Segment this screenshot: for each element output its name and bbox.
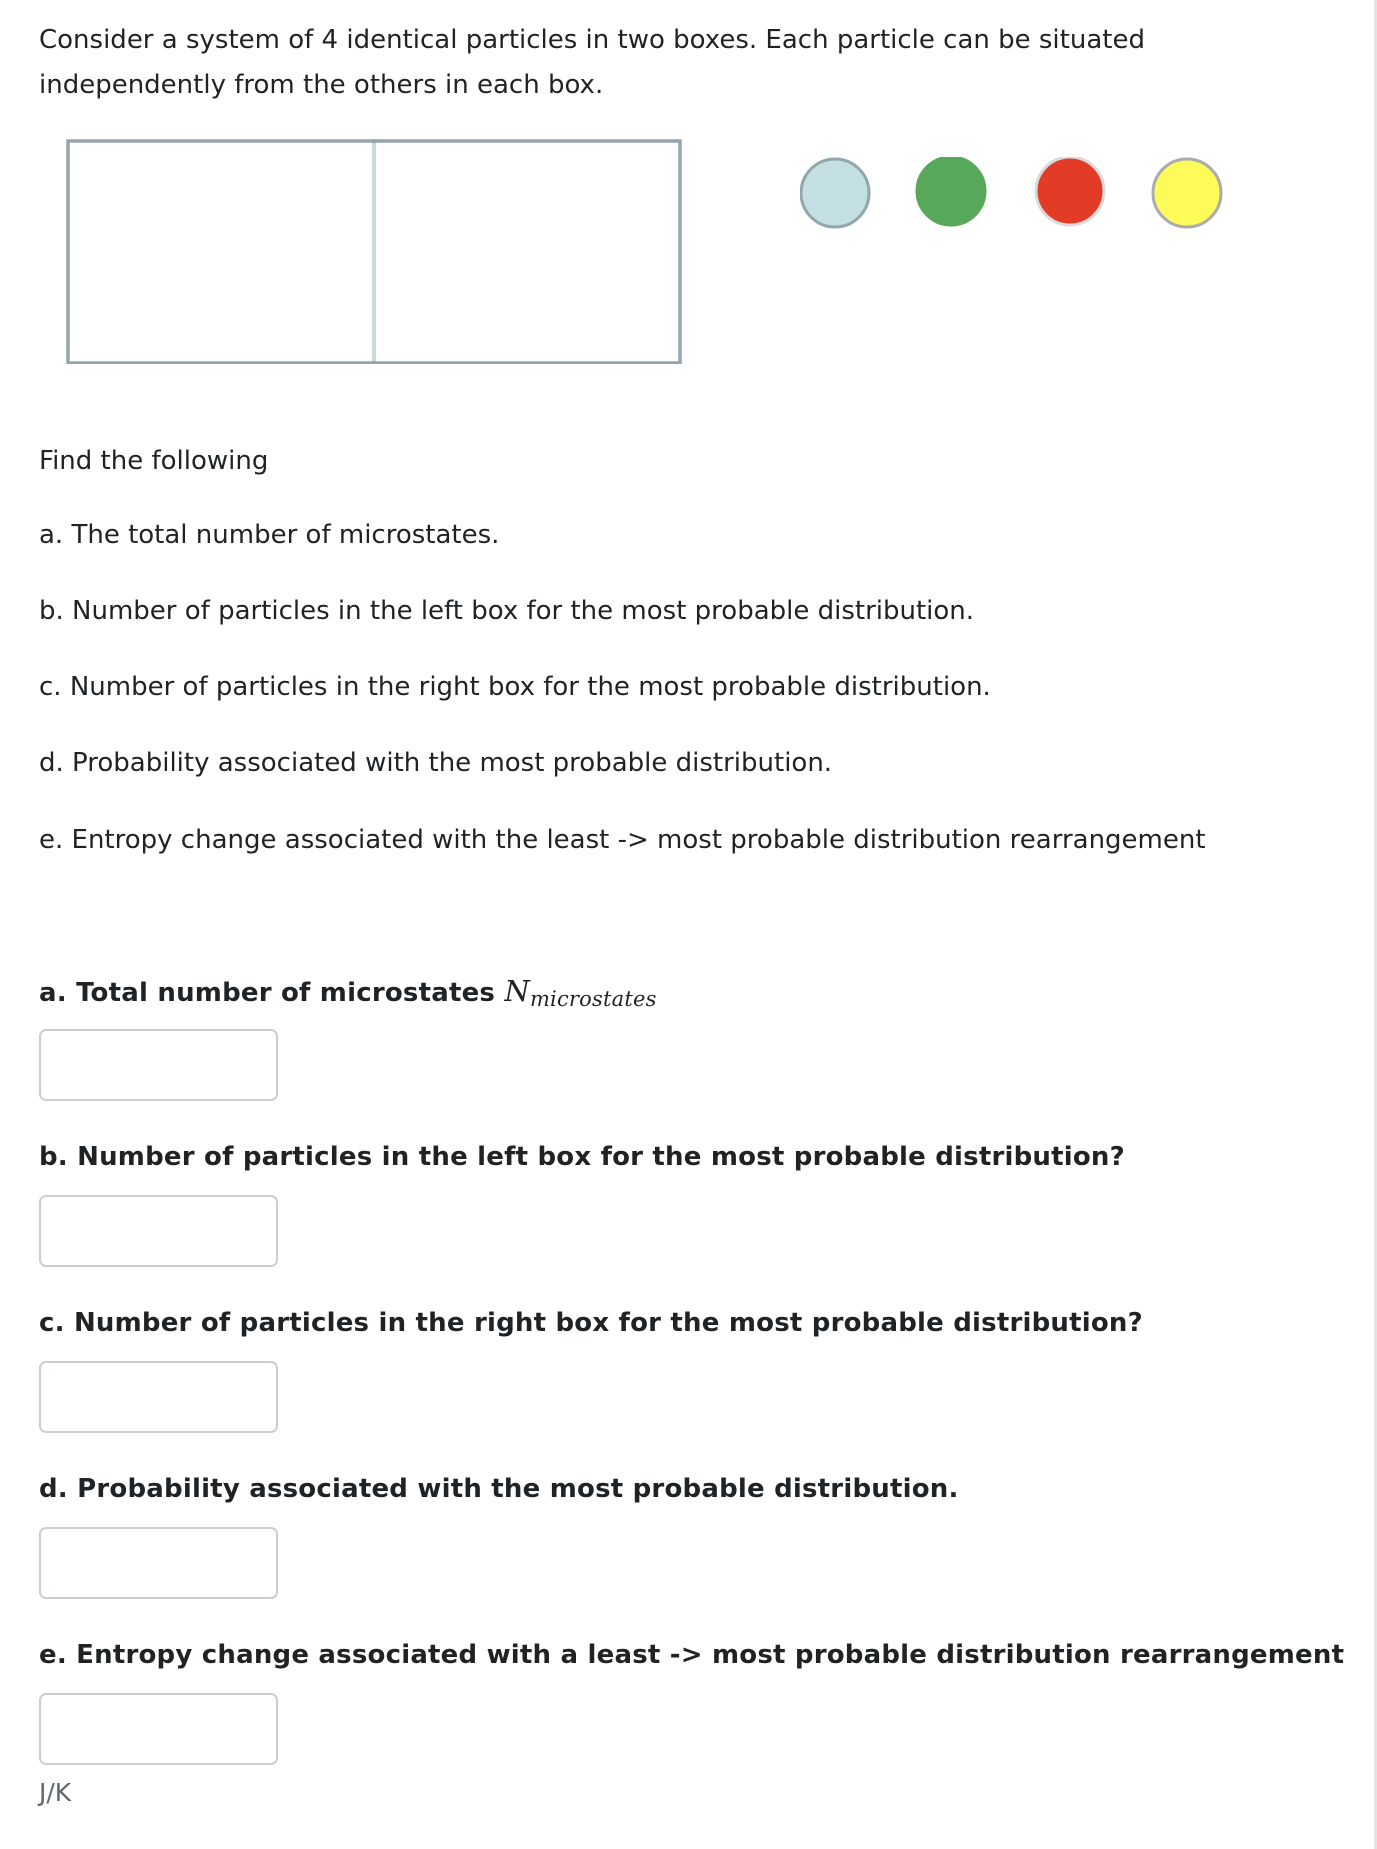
right-box: [374, 141, 680, 363]
item-d: d. Probability associated with the most probable distribution.: [39, 748, 833, 778]
yellow-particle: [1153, 159, 1221, 227]
item-b: b. Number of particles in the left box for the most probable distribution.: [39, 596, 975, 626]
question-a-label: [39, 971, 657, 1014]
red-particle: [1036, 157, 1104, 225]
answer-a-input[interactable]: [39, 1029, 278, 1101]
n-microstates-symbol: [504, 974, 657, 1011]
green-particle: [917, 157, 985, 225]
left-box: [68, 141, 374, 363]
problem-intro: Consider a system of 4 identical particles in two boxes. Each particle can be situated independently from the others in each box.: [39, 25, 1145, 100]
question-d-label: d. Probability associated with the most probable distribution.: [39, 1474, 959, 1504]
question-b-label: b. Number of particles in the left box for the most probable distribution?: [39, 1142, 1125, 1172]
answer-d-input[interactable]: [39, 1527, 278, 1599]
question-e-label: e. Entropy change associated with a least -> most probable distribution rearrangement: [39, 1640, 1345, 1670]
particle-legend: [800, 157, 1225, 229]
answer-b-input[interactable]: [39, 1195, 278, 1267]
item-a: a. The total number of microstates.: [39, 520, 500, 550]
math-n: N: [504, 974, 530, 1008]
answer-c-input[interactable]: [39, 1361, 278, 1433]
find-heading: Find the following: [39, 446, 269, 476]
item-c: c. Number of particles in the right box for the most probable distribution.: [39, 672, 991, 702]
answer-e-input[interactable]: [39, 1693, 278, 1765]
entropy-unit-label: J/K: [39, 1778, 72, 1807]
question-c-label: c. Number of particles in the right box for the most probable distribution?: [39, 1308, 1143, 1338]
question-a-text: a. Total number of microstates: [39, 978, 505, 1008]
two-box-diagram: [66, 139, 683, 364]
light-blue-particle: [801, 159, 869, 227]
math-subscript: microstates: [529, 987, 657, 1011]
item-e: e. Entropy change associated with the least -> most probable distribution rearrangement: [39, 825, 1206, 855]
